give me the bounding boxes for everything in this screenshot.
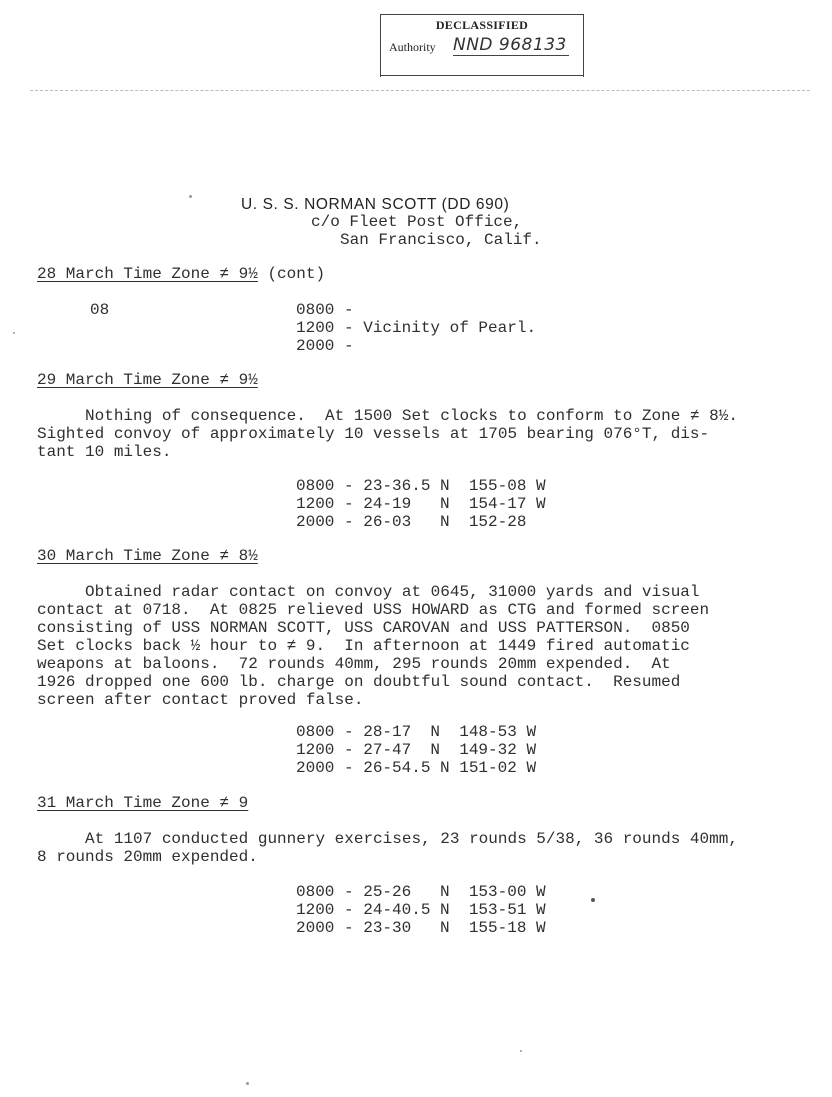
- body-line: 1926 dropped one 600 lb. charge on doubtful sound contact. Resumed: [37, 673, 681, 691]
- position-line: 0800 - 25-26 N 153-00 W: [296, 883, 546, 901]
- scan-speck: [13, 332, 15, 334]
- side-note: 08: [90, 301, 110, 319]
- scan-speck: [591, 898, 595, 902]
- heading-suffix: (cont): [257, 265, 326, 283]
- stamp-authority-label: Authority: [389, 40, 436, 54]
- body-line: contact at 0718. At 0825 relieved USS HOWARD as CTG and formed screen: [37, 601, 710, 619]
- section-heading-29-march: 29 March Time Zone ≠ 9½: [37, 371, 258, 389]
- section-heading-31-march: 31 March Time Zone ≠ 9: [37, 794, 249, 812]
- body-line: Set clocks back ½ hour to ≠ 9. In afternoon at 1449 fired automatic: [37, 637, 690, 655]
- position-line: 0800 -: [296, 301, 354, 319]
- body-line: 8 rounds 20mm expended.: [37, 848, 258, 866]
- body-line: tant 10 miles.: [37, 443, 172, 461]
- top-divider: [30, 90, 810, 91]
- position-line: 2000 - 26-54.5 N 151-02 W: [296, 759, 537, 777]
- position-line: 2000 - 26-03 N 152-28: [296, 513, 527, 531]
- body-line: At 1107 conducted gunnery exercises, 23 rounds 5/38, 36 rounds 40mm,: [37, 830, 738, 848]
- address-line-2: San Francisco, Calif.: [340, 231, 542, 249]
- body-line: weapons at baloons. 72 rounds 40mm, 295 rounds 20mm expended. At: [37, 655, 671, 673]
- scan-speck: [189, 195, 192, 198]
- stamp-title: DECLASSIFIED: [435, 18, 529, 32]
- position-line: 2000 -: [296, 337, 354, 355]
- section-heading-28-march: 28 March Time Zone ≠ 9½ (cont): [37, 265, 326, 283]
- address-line-1: c/o Fleet Post Office,: [311, 213, 523, 231]
- position-line: 1200 - Vicinity of Pearl.: [296, 319, 537, 337]
- body-line: Sighted convoy of approximately 10 vessels at 1705 bearing 076°T, dis-: [37, 425, 710, 443]
- position-line: 1200 - 24-40.5 N 153-51 W: [296, 901, 546, 919]
- body-line: screen after contact proved false.: [37, 691, 364, 709]
- position-line: 2000 - 23-30 N 155-18 W: [296, 919, 546, 937]
- position-line: 0800 - 28-17 N 148-53 W: [296, 723, 537, 741]
- position-line: 0800 - 23-36.5 N 155-08 W: [296, 477, 546, 495]
- body-line: Nothing of consequence. At 1500 Set clocks to conform to Zone ≠ 8½.: [37, 407, 738, 425]
- declassified-stamp: [380, 14, 584, 77]
- position-line: 1200 - 27-47 N 149-32 W: [296, 741, 537, 759]
- scan-speck: [520, 1050, 522, 1052]
- position-line: 1200 - 24-19 N 154-17 W: [296, 495, 546, 513]
- scan-speck: [246, 1082, 249, 1085]
- stamp-bottom-line: [381, 75, 583, 76]
- section-heading-30-march: 30 March Time Zone ≠ 8½: [37, 547, 258, 565]
- body-line: Obtained radar contact on convoy at 0645, 31000 yards and visual: [37, 583, 700, 601]
- body-line: consisting of USS NORMAN SCOTT, USS CAROVAN and USS PATTERSON. 0850: [37, 619, 690, 637]
- ship-heading: U. S. S. NORMAN SCOTT (DD 690): [241, 196, 510, 213]
- stamp-authority-number: NND 968133: [453, 35, 569, 56]
